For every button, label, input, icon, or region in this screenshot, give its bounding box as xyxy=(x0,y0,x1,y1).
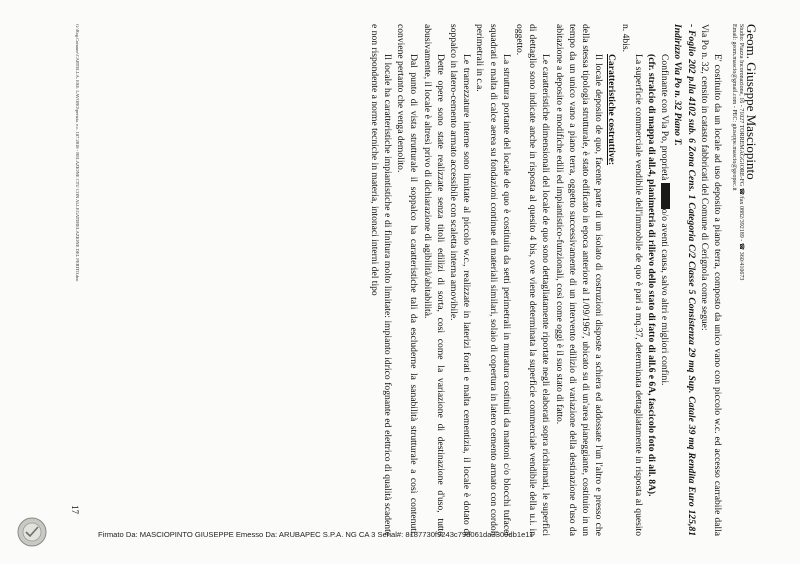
boundaries-text-b: o/o aventi causa, salvo altri e migliori confini. xyxy=(659,208,671,386)
cadastral-data: - Foglio 202 p.lla 4102 sub. 6 Zona Cens. 1 Categoria C/2 Classe 5 Consistenza 29 mq Sup. Catale 39 mq Rendita Euro 125,81 Indirizzo Via Po n. 32 Piano T. xyxy=(672,24,697,536)
paragraph: La superficie commerciale vendibile dell'immobile de quo è pari a mq.37, determinata dettagliatamente in risposta al quesito n. 4bis. xyxy=(619,24,644,536)
paragraph-boundaries xyxy=(658,24,671,536)
digital-signature-line: Firmato Da: MASCIOPINTO GIUSEPPE Emesso Da: ARUBAPEC S.P.A. NG CA 3 Serial#: 8187730f9243c79d061da3309db1e11 xyxy=(98,530,534,539)
section-title: Caratteristiche costruttive: xyxy=(606,54,618,166)
document-body xyxy=(368,24,724,536)
digital-signature-seal-icon xyxy=(16,516,48,548)
paragraph: Il locale deposito de quo, facente parte di un isolato di costruzioni disposte a schiera ed addossate l'un l'altro e presso che della stessa tipologia strutturale, è stato edificato in epoca anteriore al 1/09/1967, ubicato su di un'area pianeggiante, costituito in un tempo da un unico vano a piano terra, oggetto successivamente di un intervento edilizio di variazione della destinazione d'uso da abitazione a deposito e modifiche edili ed impiantistico-funzionali, così come oggi è il suo stato di fatto. xyxy=(553,24,605,536)
paragraph: E' costituito da un locale ad uso deposito a piano terra, composto da unico vano con piccolo w.c. ed accesso carrabile dalla Via Po n. 32, censito in catasto fabbricati del Comune di Cerignola come segue: xyxy=(698,24,723,536)
boundaries-text-a: Confinante con Via Po, proprietà xyxy=(659,54,671,181)
letterhead xyxy=(730,24,758,524)
paragraph: Dal punto di vista strutturale il soppalco ha caratteristiche tali da escluderne la sanabilità strutturale a così contenuti, conviene pertanto che venga demolito. xyxy=(395,24,420,536)
attachment-reference: (cfr. stralcio di mappa di all.4, planimetria di rilievo dello stato di fatto di all.6 e 6A, fascicolo foto di all. 8A). xyxy=(645,54,657,497)
footer-file-path: G:\Rag.Comune\CARTELLA. ESE. LAVORO\perizia. e.c. 187.2018 - RELAZIONE CTU CON ALLEGATI\RELAZIONE DEL PERITO.doc xyxy=(75,24,80,282)
paragraph: Il locale ha caratteristiche impiantistiche e di finitura molto limitate: impianto idrico fognante ed elettrico di qualità scadente e non rispondente a norme tecniche in materia, intonaci interni del tipo xyxy=(368,24,393,536)
letterhead-name: Geom. Giuseppe Masciopinto xyxy=(744,24,759,180)
paragraph: Le tramezzature interne sono limitate al piccolo w.c., realizzate in laterizi forati e malta cementizia, il locale è dotato di soppalco in latero-cemento armato accessibile con scaletta interna amovibile. xyxy=(447,24,473,536)
letterhead-address: Studio: Piazza Incoronazione, 16 - 71027 TORREMAGGIORE-FG ☎/fax 0882/392189 - ☎ 360/410673 xyxy=(738,24,744,281)
section-heading xyxy=(605,24,618,536)
redaction-box xyxy=(661,183,670,209)
page-number: 17 xyxy=(70,505,80,514)
paragraph: Dette opere sono state realizzate senza titoli edilizi di sorta, così come la variazione di destinazione d'uso, tutto abusivamente, il locale è altresì privo di dichiarazione di agibilità/abitabilità. xyxy=(421,24,446,536)
rotated-document-page xyxy=(70,0,770,564)
letterhead-email: Email: geom.mascio@gmail.com - PEC: giuseppe.mascio@geopec.it xyxy=(731,24,737,191)
paragraph: Le caratteristiche dimensionali del locale de quo sono dettagliatamente riportate negli elaborati sopra richiamati, le superfici di dettaglio sono indicate anche in risposta al quesito 4 bis, ove viene determinata la superficie commerciale vendibile della u.i. in oggetto. xyxy=(513,24,552,536)
paragraph: La struttura portante del locale de quo è costituita da setti perimetrali in muratura costituiti da mattoni c/o blocchi tufacei squadrati e malta di calce aerea su fondazioni continue di materiali similari, solaio di copertura in latero cemento armato con cordoli perimetrali in c.a. xyxy=(474,24,512,536)
